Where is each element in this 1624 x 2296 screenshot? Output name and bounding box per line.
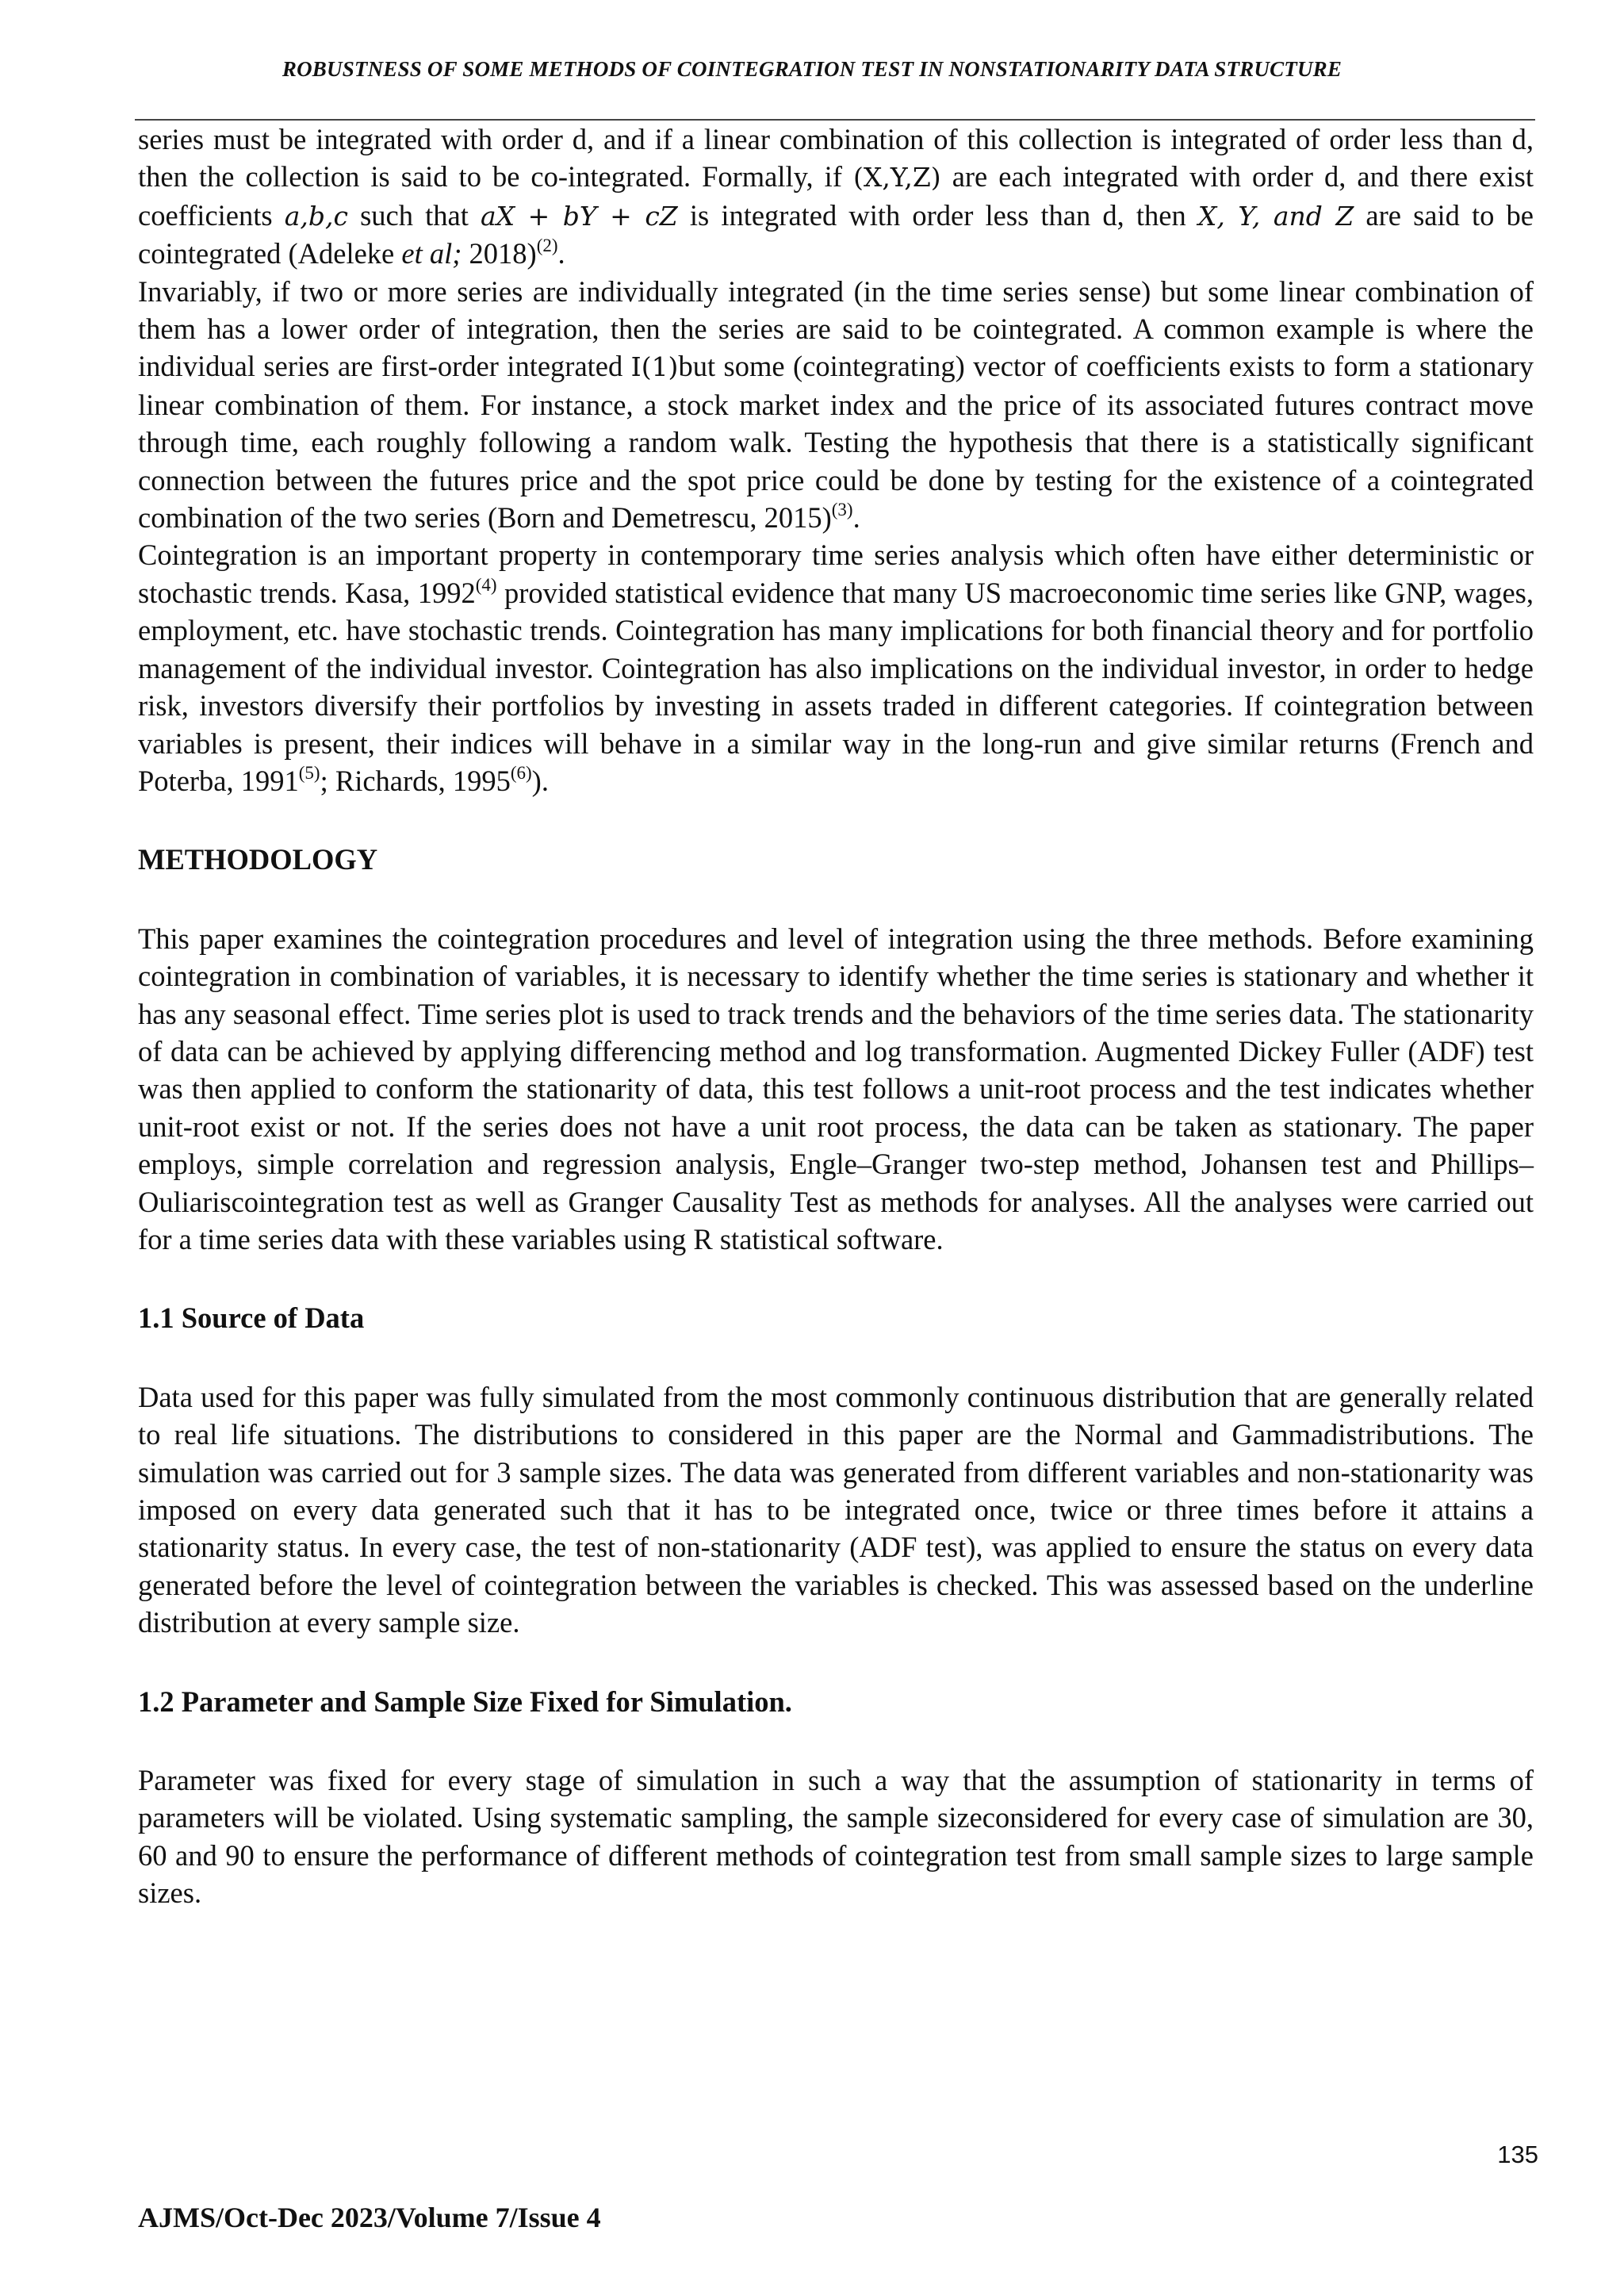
heading-parameter-sample-size: 1.2 Parameter and Sample Size Fixed for Simulation.: [138, 1685, 792, 1718]
paragraph-cointegration-definition: series must be integrated with order d, and if a linear combination of this collection is integrated of order less than d, then the collection is said to be co-integrated. Formally, if (X,Y,Z) are each integrated with order d, and there exist coefficients a,b,c such that aX + bY + cZ is integrated with order less than d, then X, Y, and Z are said to be cointegrated (Adeleke et al; 2018)$^{(2)}$.: [138, 123, 1534, 270]
math-xyz-tuple: (X,Y,Z): [853, 162, 941, 194]
page-number: 135: [1497, 2141, 1538, 2168]
citation-ref: (6): [510, 762, 532, 783]
math-i1: I(1): [630, 351, 679, 383]
citation-ref: (3): [831, 500, 853, 520]
paragraph-cointegration-property: Cointegration is an important property in contemporary time series analysis which often have either deterministic or stochastic trends. Kasa, 1992$^{(4)}$ provided statistical evidence that many US macroeconomic time series like GNP, wages, employment, etc. have stochastic trends. Cointegration has many implications for both financial theory and for portfolio management of the individual investor. Cointegration has also implications on the individual investor, in order to hedge risk, investors diversify their portfolios by investing in assets traded in different categories. If cointegration between variables is present, their indices will behave in a similar way in the long-run and give similar returns (French and Poterba, 1991$^{(5)}$; Richards, 1995$^{(6)}$).: [138, 539, 1534, 797]
page-body: [138, 121, 1534, 1912]
heading-methodology: METHODOLOGY: [138, 843, 378, 876]
heading-source-of-data: 1.1 Source of Data: [138, 1301, 365, 1335]
math-linear-combination: aX + bY + cZ: [480, 200, 678, 232]
math-variables: X, Y, and Z: [1197, 200, 1354, 232]
paragraph-invariably: Invariably, if two or more series are individually integrated (in the time series sense) but some linear combination of them has a lower order of integration, then the series are said to be cointegrated. A common example is where the individual series are first-order integrated I(1)but some (cointegrating) vector of coefficients exists to form a stationary linear combination of them. For instance, a stock market index and the price of its associated futures contract move through time, each roughly following a random walk. Testing the hypothesis that there is a statistically significant connection between the futures price and the spot price could be done by testing for the existence of a cointegrated combination of the two series (Born and Demetrescu, 2015)$^{(3)}$.: [138, 274, 1534, 535]
paragraph-source-of-data: Data used for this paper was fully simulated from the most commonly continuous distribution that are generally related to real life situations. The distributions to considered in this paper are the Normal and Gammadistributions. The simulation was carried out for 3 sample sizes. The data was generated from different variables and non-stationarity was imposed on every data generated such that it has to be integrated once, twice or three times before it attains a stationarity status. In every case, the test of non-stationarity (ADF test), was applied to ensure the status on every data generated before the level of cointegration between the variables is checked. This was assessed based on the underline distribution at every sample size.: [138, 1380, 1534, 1639]
citation-ref: (5): [298, 762, 320, 783]
citation-ref: (4): [475, 574, 497, 595]
paragraph-parameter-sample-size: Parameter was fixed for every stage of simulation in such a way that the assumption of stationarity in terms of parameters will be violated. Using systematic sampling, the sample sizeconsidered for every case of simulation are 30, 60 and 90 to ensure the performance of different methods of cointegration test from small sample sizes to large sample sizes.: [138, 1764, 1534, 1910]
paragraph-methodology: This paper examines the cointegration procedures and level of integration using the three methods. Before examining cointegration in combination of variables, it is necessary to identify whether the time series is stationary and whether it has any seasonal effect. Time series plot is used to track trends and the behaviors of the time series data. The stationarity of data can be achieved by applying differencing method and log transformation. Augmented Dickey Fuller (ADF) test was then applied to conform the stationarity of data, this test follows a unit-root process and the test indicates whether unit-root exist or not. If the series does not have a unit root process, the data can be taken as stationary. The paper employs, simple correlation and regression analysis, Engle–Granger two-step method, Johansen test and Phillips–Ouliariscointegration test as well as Granger Causality Test as methods for analyses. All the analyses were carried out for a time series data with these variables using R statistical software.: [138, 922, 1534, 1255]
citation-ref: (2): [536, 236, 558, 256]
running-header: ROBUSTNESS OF SOME METHODS OF COINTEGRATION TEST IN NONSTATIONARITY DATA STRUCTURE: [282, 57, 1342, 81]
math-coefficients: a,b,c: [284, 200, 348, 232]
journal-footer: AJMS/Oct-Dec 2023/Volume 7/Issue 4: [138, 2202, 601, 2233]
